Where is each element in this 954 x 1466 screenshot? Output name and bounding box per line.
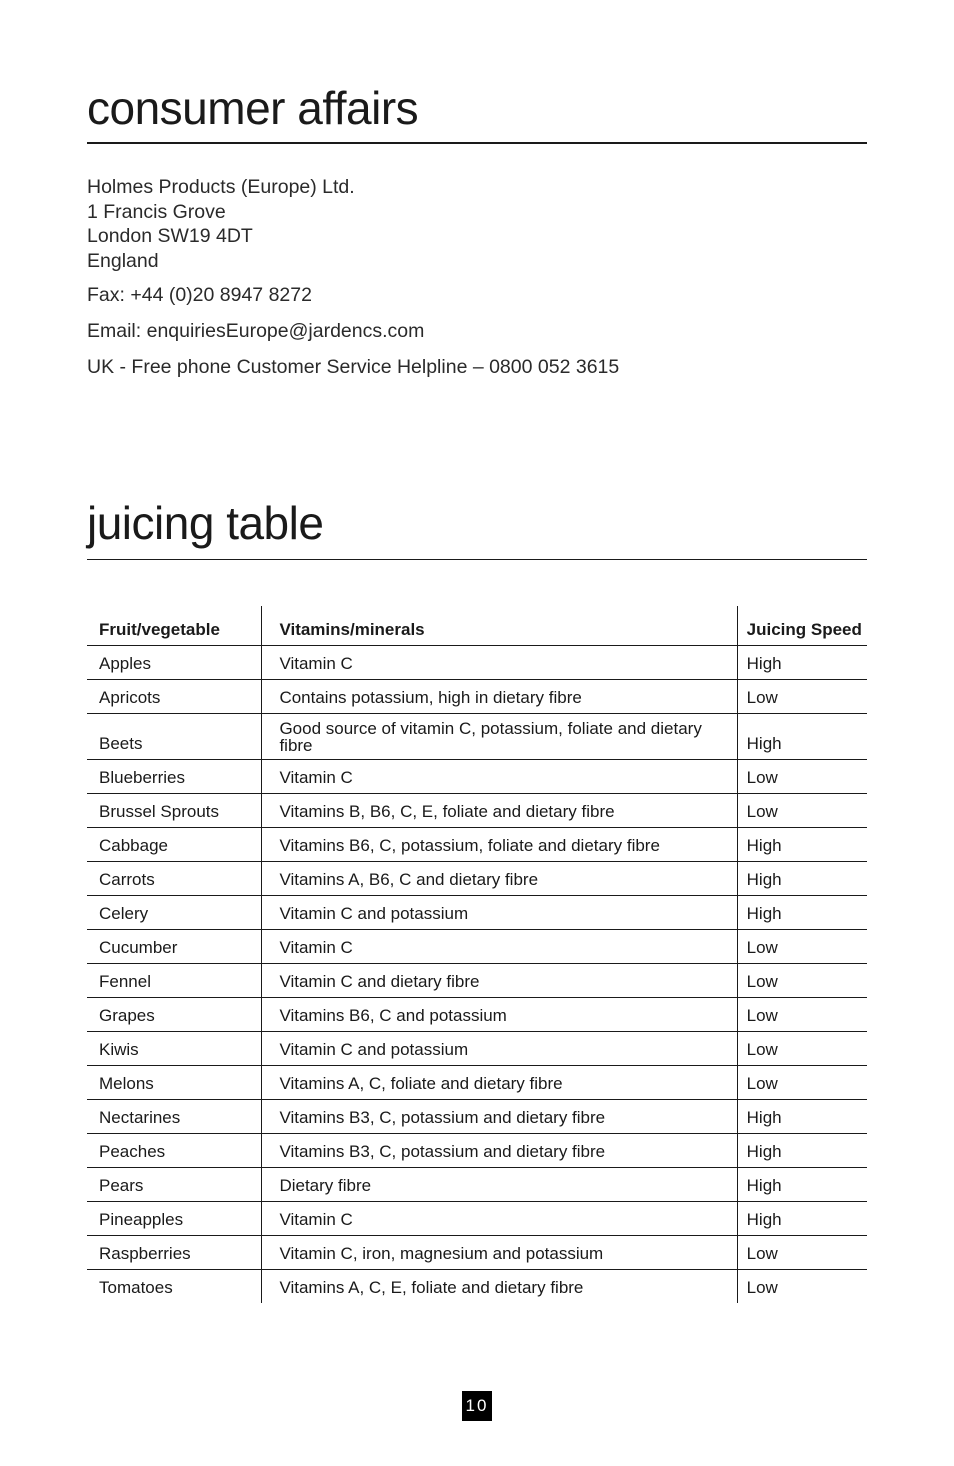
cell-vitamins-minerals: Good source of vitamin C, potassium, foliate and dietary fibre: [262, 714, 737, 760]
cell-juicing-speed: High: [737, 646, 867, 680]
cell-juicing-speed: Low: [746, 1278, 778, 1297]
cell-fruit-vegetable: Pears: [87, 1168, 262, 1202]
table-row: [87, 646, 867, 680]
juicing-table-body: [87, 646, 867, 1304]
cell-fruit-vegetable: Beets: [87, 714, 262, 760]
cell-vitamins-minerals: Vitamin C: [262, 760, 737, 794]
header-juicing-speed: Juicing Speed: [737, 606, 867, 646]
cell-fruit-vegetable: Grapes: [87, 998, 262, 1032]
table-row: [87, 930, 867, 964]
cell-fruit-vegetable: Tomatoes: [87, 1270, 262, 1304]
cell-fruit-vegetable: Nectarines: [87, 1100, 262, 1134]
cell-vitamins-minerals: Contains potassium, high in dietary fibre: [262, 680, 737, 714]
cell-fruit-vegetable: Raspberries: [87, 1236, 262, 1270]
helpline-line: UK - Free phone Customer Service Helpline – 0800 052 3615: [87, 356, 620, 378]
cell-fruit-vegetable: Melons: [87, 1066, 262, 1100]
cell-fruit-vegetable: Pineapples: [87, 1202, 262, 1236]
cell-juicing-speed: High: [737, 1100, 867, 1134]
cell-fruit-vegetable: Peaches: [87, 1134, 262, 1168]
cell-juicing-speed: Low: [737, 1032, 867, 1066]
table-row: [87, 828, 867, 862]
table-row: [87, 1168, 867, 1202]
table-row: [87, 1032, 867, 1066]
juicing-table-title: juicing table: [87, 497, 324, 549]
table-row: [87, 1236, 867, 1270]
cell-fruit-vegetable: Apples: [87, 646, 262, 680]
table-row: [87, 794, 867, 828]
cell-vitamins-minerals: Vitamins A, B6, C and dietary fibre: [262, 862, 737, 896]
cell-fruit-vegetable: Kiwis: [87, 1032, 262, 1066]
cell-vitamins-minerals: Vitamin C: [262, 646, 737, 680]
cell-fruit-vegetable: Fennel: [87, 964, 262, 998]
cell-juicing-speed: High: [737, 714, 867, 760]
cell-vitamins-minerals: Vitamins B3, C, potassium and dietary fibre: [262, 1134, 737, 1168]
cell-juicing-speed: High: [737, 1168, 867, 1202]
fax-line: Fax: +44 (0)20 8947 8272: [87, 284, 312, 306]
cell-vitamins-minerals: Vitamin C and potassium: [262, 896, 737, 930]
table-row: [87, 760, 867, 794]
cell-vitamins-minerals: Vitamin C: [262, 930, 737, 964]
cell-vitamins-minerals: Vitamins B6, C and potassium: [262, 998, 737, 1032]
table-row: [87, 862, 867, 896]
cell-juicing-speed: High: [737, 896, 867, 930]
consumer-affairs-divider: [87, 142, 867, 144]
table-header-row: [87, 606, 867, 646]
table-row: [87, 896, 867, 930]
cell-juicing-speed: Low: [737, 930, 867, 964]
juicing-table-divider: [87, 559, 867, 560]
cell-juicing-speed: Low: [737, 1066, 867, 1100]
cell-juicing-speed: Low: [737, 1236, 867, 1270]
cell-juicing-speed: High: [737, 1202, 867, 1236]
cell-juicing-speed: Low: [737, 760, 867, 794]
cell-fruit-vegetable: Cucumber: [87, 930, 262, 964]
cell-fruit-vegetable: Brussel Sprouts: [87, 794, 262, 828]
cell-vitamins-minerals: Vitamin C, iron, magnesium and potassium: [262, 1236, 737, 1270]
cell-vitamins-minerals: Vitamin C: [262, 1202, 737, 1236]
address-block: [87, 175, 355, 273]
consumer-affairs-title: consumer affairs: [87, 82, 419, 134]
cell-juicing-speed: Low: [737, 998, 867, 1032]
cell-fruit-vegetable: Carrots: [87, 862, 262, 896]
table-row: [87, 1134, 867, 1168]
table-row: [87, 1100, 867, 1134]
juicing-table: [87, 606, 867, 1303]
address-line: 1 Francis Grove: [87, 200, 226, 223]
cell-vitamins-minerals: Vitamins A, C, foliate and dietary fibre: [262, 1066, 737, 1100]
table-row: [87, 964, 867, 998]
table-row: [87, 1066, 867, 1100]
table-row: [87, 1270, 867, 1304]
cell-fruit-vegetable: Cabbage: [87, 828, 262, 862]
cell-fruit-vegetable: Apricots: [87, 680, 262, 714]
table-row: [87, 680, 867, 714]
table-row: [87, 714, 867, 760]
cell-juicing-speed: High: [737, 1134, 867, 1168]
email-line: Email: enquiriesEurope@jardencs.com: [87, 320, 425, 342]
header-fruit-vegetable: Fruit/vegetable: [87, 606, 262, 646]
cell-fruit-vegetable: Celery: [87, 896, 262, 930]
cell-vitamins-minerals: Vitamin C and potassium: [262, 1032, 737, 1066]
cell-vitamins-minerals: Dietary fibre: [262, 1168, 737, 1202]
cell-juicing-speed: Low: [737, 964, 867, 998]
cell-juicing-speed: Low: [737, 680, 867, 714]
address-line: London SW19 4DT: [87, 225, 253, 247]
cell-vitamins-minerals: Vitamins B, B6, C, E, foliate and dietary fibre: [262, 794, 737, 828]
cell-juicing-speed: Low: [737, 794, 867, 828]
table-row: [87, 1202, 867, 1236]
cell-fruit-vegetable: Blueberries: [87, 760, 262, 794]
cell-vitamins-minerals: Vitamin C and dietary fibre: [262, 964, 737, 998]
cell-juicing-speed: High: [737, 862, 867, 896]
address-line: England: [87, 249, 159, 272]
cell-vitamins-minerals: Vitamins B3, C, potassium and dietary fibre: [262, 1100, 737, 1134]
cell-juicing-speed: High: [737, 828, 867, 862]
cell-vitamins-minerals: Vitamins A, C, E, foliate and dietary fibre: [262, 1270, 737, 1304]
table-row: [87, 998, 867, 1032]
address-line: Holmes Products (Europe) Ltd.: [87, 176, 355, 198]
page-number: 10: [462, 1391, 492, 1421]
header-vitamins-minerals: Vitamins/minerals: [262, 606, 737, 646]
cell-vitamins-minerals: Vitamins B6, C, potassium, foliate and dietary fibre: [262, 828, 737, 862]
